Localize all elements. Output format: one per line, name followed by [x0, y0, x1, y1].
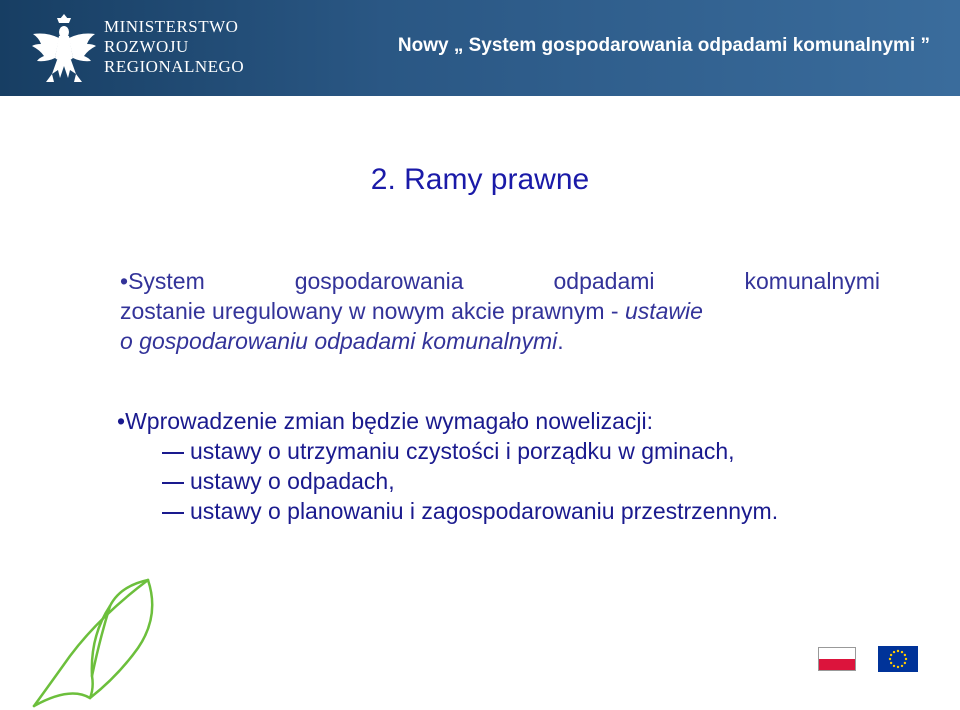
bullet-icon: •	[117, 408, 126, 434]
list-item-text: ustawy o odpadach,	[190, 468, 395, 494]
para1-line-1	[120, 266, 880, 296]
paragraph-legal-framework	[120, 266, 880, 356]
ministry-line-2: ROZWOJU	[104, 37, 189, 56]
para1-line-3-end: .	[557, 328, 564, 354]
para1-line-3-italic: o gospodarowaniu odpadami komunalnymi	[120, 328, 558, 354]
para1-line-1-text: System gospodarowania odpadami komunalnymi	[128, 268, 880, 294]
list-item	[117, 466, 917, 496]
flag-white-stripe	[819, 648, 855, 659]
header-bar	[0, 0, 960, 96]
eagle-icon	[30, 10, 98, 88]
dash-icon	[162, 512, 184, 514]
para1-line-2-italic: ustawie	[624, 298, 703, 324]
dash-icon	[162, 482, 184, 484]
slide-title: 2. Ramy prawne	[370, 163, 590, 196]
ministry-line-3: REGIONALNEGO	[104, 57, 245, 76]
polish-flag-icon	[818, 647, 856, 671]
para1-line-2	[120, 296, 880, 326]
list-item-text: ustawy o planowaniu i zagospodarowaniu przestrzennym.	[190, 498, 779, 524]
list-item-text: ustawy o utrzymaniu czystości i porządku w gminach,	[190, 438, 735, 464]
list-item	[117, 496, 917, 526]
list-item	[117, 436, 917, 466]
para2-intro	[117, 406, 917, 436]
header-title: Nowy „ System gospodarowania odpadami komunalnymi ”	[397, 35, 930, 56]
ministry-name	[104, 17, 244, 77]
flag-red-stripe	[819, 659, 855, 670]
ministry-line-1: MINISTERSTWO	[104, 17, 239, 36]
bullet-icon: •	[120, 268, 129, 294]
para2-intro-text: Wprowadzenie zmian będzie wymagało nowelizacji:	[125, 408, 654, 434]
para1-line-3	[120, 326, 880, 356]
dash-icon	[162, 452, 184, 454]
paragraph-amendments	[117, 406, 917, 526]
eu-flag-icon	[878, 646, 918, 672]
leaf-icon	[30, 576, 170, 710]
para1-line-2-text: zostanie uregulowany w nowym akcie prawnym -	[120, 298, 625, 324]
